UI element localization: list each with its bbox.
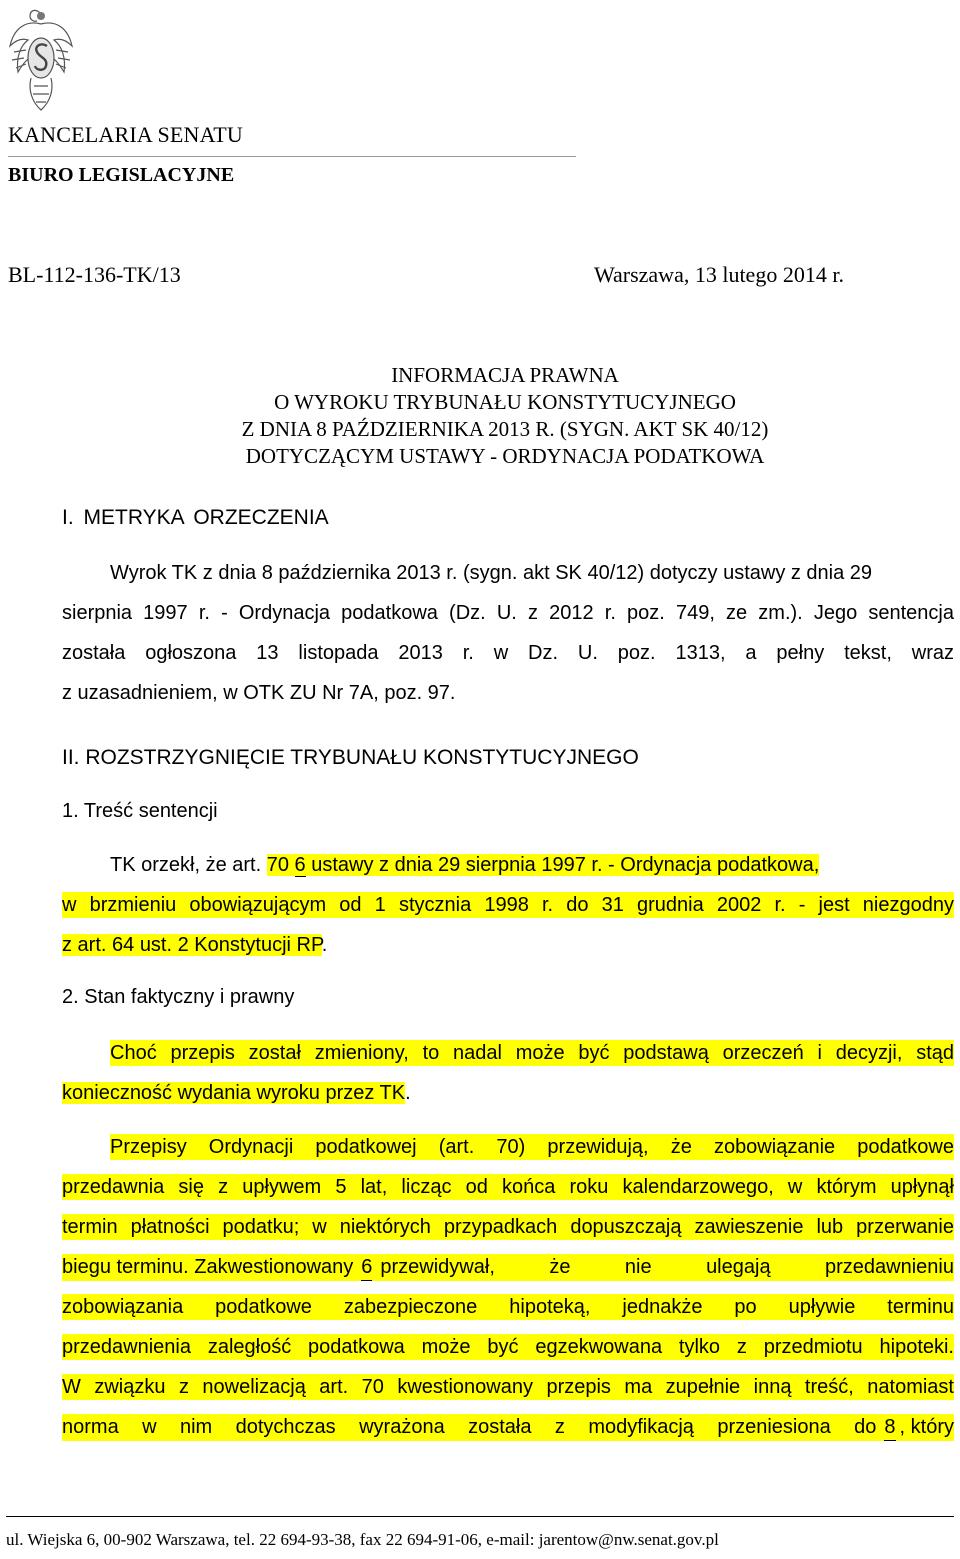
footer-divider <box>6 1516 954 1517</box>
sentence-line <box>62 892 954 918</box>
paragraph-line: została ogłoszona 13 listopada 2013 r. w Dz. U. poz. 1313, a pełny tekst, wraz <box>62 642 954 664</box>
section-1-heading: I. METRYKA ORZECZENIA <box>62 506 329 529</box>
place-date: Warszawa, 13 lutego 2014 r. <box>594 262 844 287</box>
highlighted-text: przedawnia się z upływem 5 lat, licząc od końca roku kalendarzowego, w którym upłynął <box>62 1176 954 1198</box>
title-line: Z DNIA 8 PAŹDZIERNIKA 2013 R. (SYGN. AKT SK 40/12) <box>241 417 769 441</box>
subsection-2-heading: 2. Stan faktyczny i prawny <box>62 986 295 1008</box>
section-2-heading: II. ROZSTRZYGNIĘCIE TRYBUNAŁU KONSTYTUCYJNEGO <box>62 746 639 769</box>
section-number: 8 <box>884 1414 895 1441</box>
section-number: 6 <box>294 854 306 876</box>
paragraph-line <box>62 1214 954 1240</box>
highlighted-text: z art. 64 ust. 2 Konstytucji RP <box>62 934 322 956</box>
text-run: przewidywał, że nie ulegają przedawnieniu <box>380 1256 954 1278</box>
paragraph-line <box>62 1414 954 1441</box>
paragraph-line <box>110 1134 954 1160</box>
highlighted-text: ustawy z dnia 29 sierpnia 1997 r. - Ordynacja podatkowa, <box>305 854 820 876</box>
paragraph-line: z uzasadnieniem, w OTK ZU Nr 7A, poz. 97. <box>62 682 456 704</box>
sentence-line <box>62 932 954 958</box>
paragraph-line <box>62 1334 954 1360</box>
highlighted-text: w brzmieniu obowiązującym od 1 stycznia 1998 r. do 31 grudnia 2002 r. - jest niezgodny <box>62 894 954 916</box>
text-run: . <box>405 1082 411 1104</box>
paragraph-line <box>62 1374 954 1400</box>
highlighted-text: W związku z nowelizacją art. 70 kwestionowany przepis ma zupełnie inną treść, natomiast <box>62 1376 954 1398</box>
section-sign-underlined <box>295 854 306 876</box>
document-title <box>0 362 960 470</box>
highlighted-text: 70 <box>266 854 295 876</box>
text-run: , który <box>899 1416 954 1438</box>
title-line: O WYROKU TRYBUNAŁU KONSTYTUCYJNEGO <box>274 390 736 414</box>
document-signature: BL-112-136-TK/13 <box>8 262 181 287</box>
paragraph-line: sierpnia 1997 r. - Ordynacja podatkowa (Dz. U. z 2012 r. poz. 749, ze zm.). Jego sentencja <box>62 602 954 624</box>
paragraph-line <box>62 1294 954 1320</box>
paragraph-line <box>110 1040 954 1066</box>
title-line: INFORMACJA PRAWNA <box>391 363 619 387</box>
paragraph-line <box>62 1174 954 1200</box>
eagle-crest-icon <box>6 6 76 114</box>
section-number: 6 <box>361 1254 372 1281</box>
footer-address: ul. Wiejska 6, 00-902 Warszawa, tel. 22 694-93-38, fax 22 694-91-06, e-mail: jarentow@nw.senat.gov.pl <box>6 1530 719 1549</box>
paragraph-line: Wyrok TK z dnia 8 października 2013 r. (sygn. akt SK 40/12) dotyczy ustawy z dnia 29 <box>110 562 873 584</box>
text-run: . <box>321 934 328 956</box>
text-run: norma w nim dotychczas wyrażona została z modyfikacją przeniesiona do <box>62 1416 877 1438</box>
subsection-1-heading: 1. Treść sentencji <box>62 800 218 822</box>
sentence-line <box>110 852 954 878</box>
highlighted-text: konieczność wydania wyroku przez TK <box>62 1082 406 1104</box>
paragraph-line <box>62 1080 954 1106</box>
org-name: KANCELARIA SENATU <box>8 122 244 147</box>
text-run: TK orzekł, że art. <box>110 854 267 876</box>
header-divider <box>8 156 576 157</box>
title-line: DOTYCZĄCYM USTAWY - ORDYNACJA PODATKOWA <box>245 444 765 468</box>
highlighted-text: przedawnienia zaległość podatkowa może być egzekwowana tylko z przedmiotu hipoteki. <box>62 1336 954 1358</box>
highlighted-text: zobowiązania podatkowe zabezpieczone hipoteką, jednakże po upływie terminu <box>62 1296 954 1318</box>
highlighted-text: termin płatności podatku; w niektórych przypadkach dopuszczają zawieszenie lub przerwanie <box>62 1216 954 1238</box>
highlighted-text: Przepisy Ordynacji podatkowej (art. 70) przewidują, że zobowiązanie podatkowe <box>110 1136 954 1158</box>
paragraph-line <box>62 1254 954 1281</box>
highlighted-text: Choć przepis został zmieniony, to nadal może być podstawą orzeczeń i decyzji, stąd <box>110 1042 954 1064</box>
text-run: biegu terminu. Zakwestionowany <box>62 1256 354 1278</box>
department-name: BIURO LEGISLACYJNE <box>8 164 235 186</box>
